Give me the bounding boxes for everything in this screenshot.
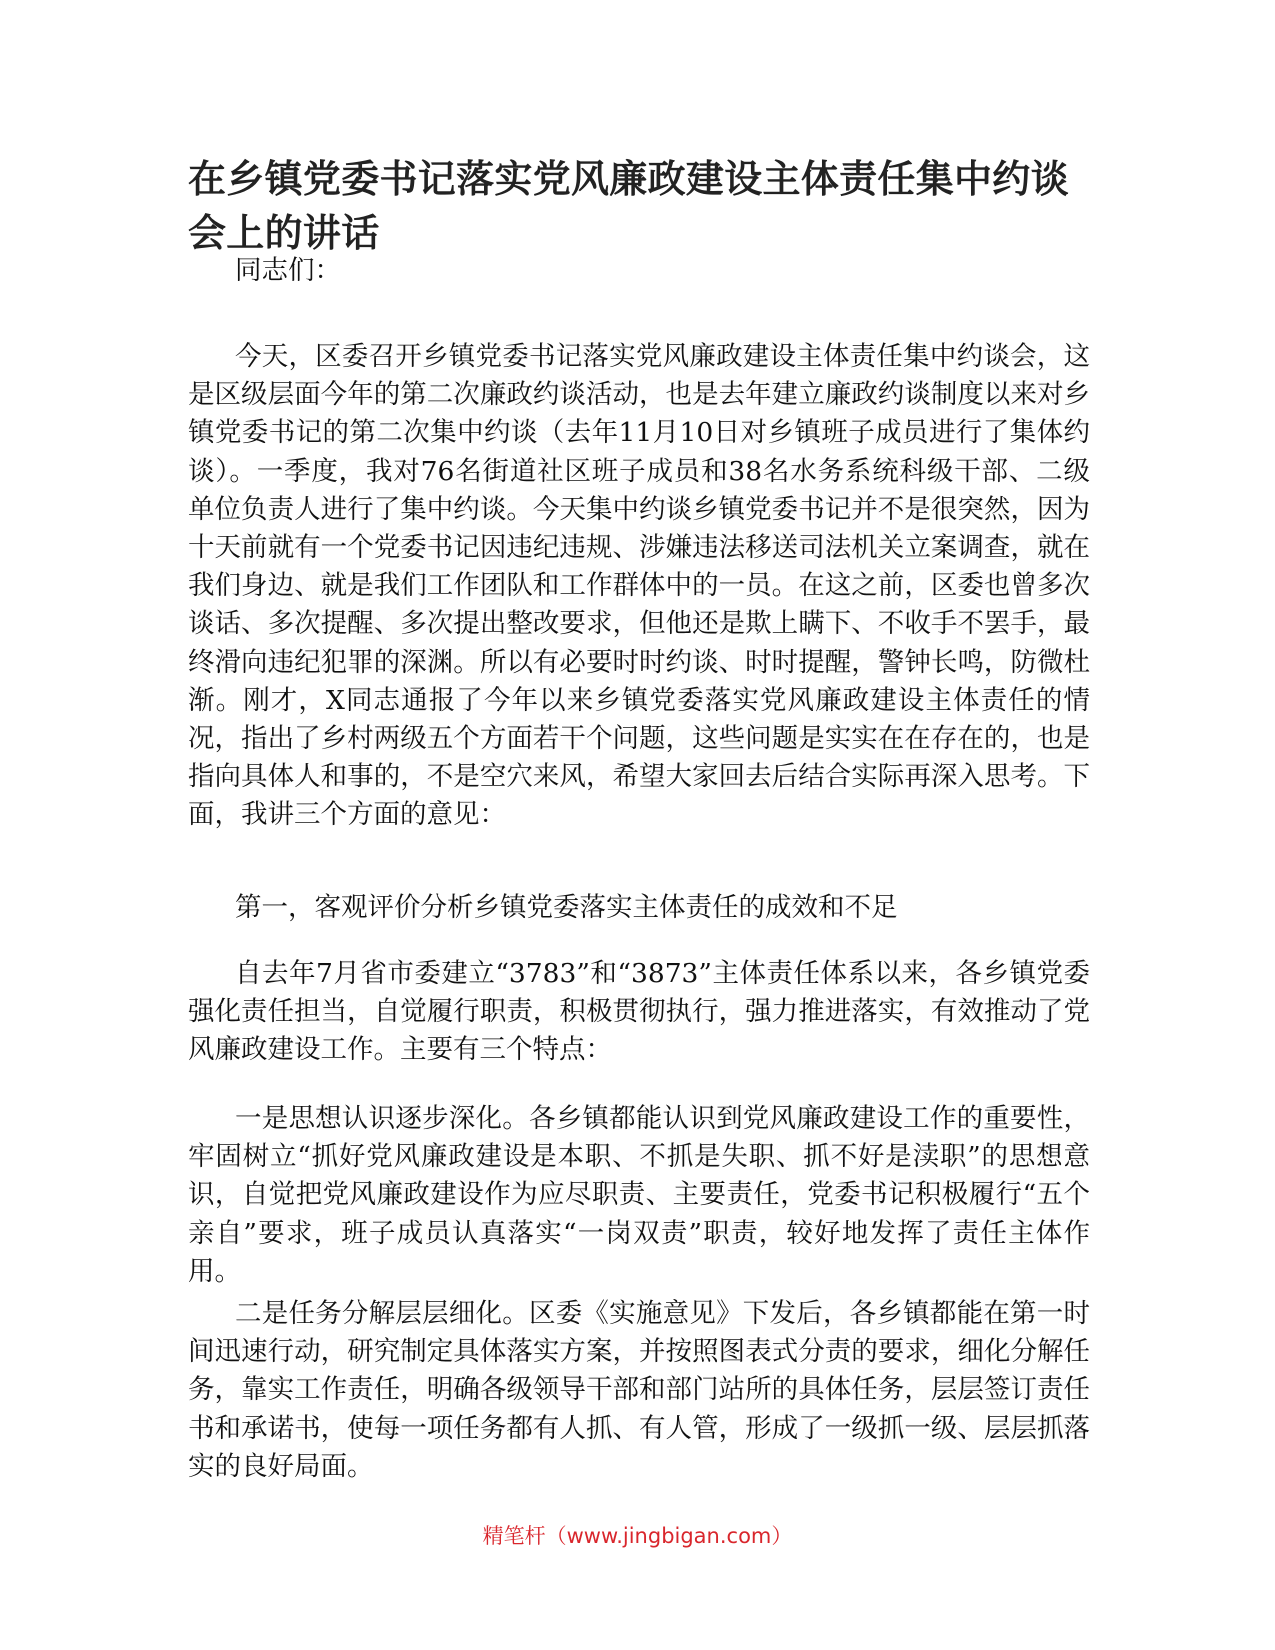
paragraph-point-1: 一是思想认识逐步深化。各乡镇都能认识到党风廉政建设工作的重要性，牢固树立“抓好党风廉政建设是本职、不抓是失职、抓不好是渎职”的思想意识，自觉把党风廉政建设作为应尽职责、主要责任，党委书记积极履行“五个亲自”要求，班子成员认真落实“一岗双责”职责，较好地发挥了责任主体作用。: [188, 1103, 1090, 1287]
document-title: 在乡镇党委书记落实党风廉政建设主体责任集中约谈会上的讲话: [188, 157, 1069, 255]
section-heading-1: 第一，客观评价分析乡镇党委落实主体责任的成效和不足: [235, 892, 898, 923]
paragraph-point-2: 二是任务分解层层细化。区委《实施意见》下发后，各乡镇都能在第一时间迅速行动，研究制定具体落实方案，并按照图表式分责的要求，细化分解任务，靠实工作责任，明确各级领导干部和部门站所的具体任务，层层签订责任书和承诺书，使每一项任务都有人抓、有人管，形成了一级抓一级、层层抓落实的良好局面。: [188, 1298, 1090, 1482]
paragraph-overview: 自去年7月省市委建立“3783”和“3873”主体责任体系以来，各乡镇党委强化责任担当，自觉履行职责，积极贯彻执行，强力推进落实，有效推动了党风廉政建设工作。主要有三个特点：: [188, 958, 1090, 1066]
greeting: 同志们：: [235, 255, 341, 286]
paragraph-intro: 今天，区委召开乡镇党委书记落实党风廉政建设主体责任集中约谈会，这是区级层面今年的第二次廉政约谈活动，也是去年建立廉政约谈制度以来对乡镇党委书记的第二次集中约谈（去年11月10日对乡镇班子成员进行了集体约谈）。一季度，我对76名街道社区班子成员和38名水务系统科级干部、二级单位负责人进行了集中约谈。今天集中约谈乡镇党委书记并不是很突然，因为十天前就有一个党委书记因违纪违规、涉嫌违法移送司法机关立案调查，就在我们身边、就是我们工作团队和工作群体中的一员。在这之前，区委也曾多次谈话、多次提醒、多次提出整改要求，但他还是欺上瞒下、不收手不罢手，最终滑向违纪犯罪的深渊。所以有必要时时约谈、时时提醒，警钟长鸣，防微杜渐。刚才，X同志通报了今年以来乡镇党委落实党风廉政建设主体责任的情况，指出了乡村两级五个方面若干个问题，这些问题是实实在在存在的，也是指向具体人和事的，不是空穴来风，希望大家回去后结合实际再深入思考。下面，我讲三个方面的意见：: [188, 341, 1090, 831]
footer-watermark: 精笔杆（www.jingbigan.com）: [482, 1524, 793, 1548]
